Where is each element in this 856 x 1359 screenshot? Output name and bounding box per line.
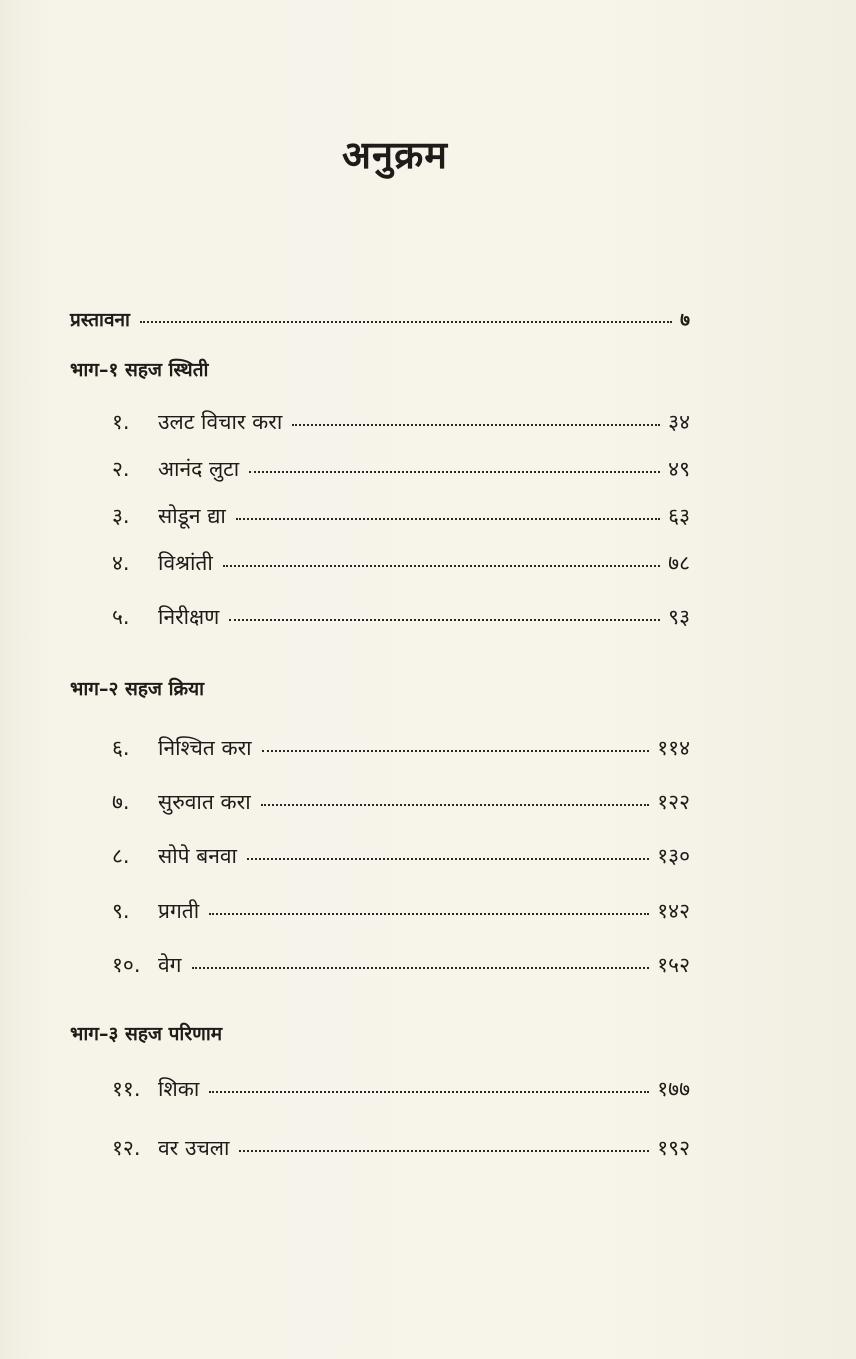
- toc-entry-number: ५.: [112, 605, 130, 629]
- toc-entry: [112, 897, 690, 925]
- toc-entry: [112, 502, 690, 530]
- toc-entry-number: ८.: [112, 844, 130, 868]
- dot-leader: [209, 1091, 649, 1093]
- toc-entry-page: १२२: [657, 790, 690, 814]
- toc-entry-label: सोडून द्या: [158, 504, 226, 528]
- toc-entry: [112, 842, 690, 870]
- toc-entry-number: ६.: [112, 736, 130, 760]
- dot-leader: [140, 321, 672, 323]
- toc-entry: [112, 408, 690, 436]
- toc-entry-page: ३४: [668, 410, 690, 434]
- toc-entry-label: सोपे बनवा: [158, 844, 237, 868]
- toc-entry-label: विश्रांती: [158, 551, 213, 575]
- dot-leader: [239, 1150, 649, 1152]
- toc-entry: [112, 951, 690, 979]
- toc-entry-page: ४९: [668, 457, 690, 481]
- toc-entry-label: सुरुवात करा: [158, 790, 251, 814]
- dot-leader: [292, 424, 660, 426]
- toc-entry-page: १९२: [657, 1136, 690, 1160]
- dot-leader: [249, 471, 660, 473]
- toc-entry-page: १७७: [657, 1077, 690, 1101]
- toc-entry: [112, 1075, 690, 1103]
- page-title: अनुक्रम: [341, 133, 449, 177]
- toc-entry-page: ७८: [668, 551, 690, 575]
- part-heading: भाग–१ सहज स्थिती: [70, 359, 209, 381]
- toc-entry-intro: [70, 306, 690, 332]
- toc-entry-page: १५२: [657, 953, 690, 977]
- toc-entry: [112, 734, 690, 762]
- toc-entry-number: १०.: [112, 953, 141, 977]
- toc-entry-page: ११४: [657, 736, 690, 760]
- dot-leader: [209, 913, 649, 915]
- toc-entry-label: प्रस्तावना: [70, 309, 130, 331]
- toc-entry: [112, 549, 690, 577]
- toc-entry-number: ७.: [112, 790, 130, 814]
- toc-entry-label: वर उचला: [158, 1136, 230, 1160]
- part-heading: भाग–३ सहज परिणाम: [70, 1023, 223, 1045]
- toc-entry: [112, 1134, 690, 1162]
- toc-entry-number: १२.: [112, 1136, 141, 1160]
- toc-entry: [112, 455, 690, 483]
- toc-entry-label: आनंद लुटा: [158, 457, 240, 481]
- toc-entry-page: १३०: [657, 844, 690, 868]
- dot-leader: [236, 518, 660, 520]
- toc-entry: [112, 603, 690, 631]
- toc-entry-number: २.: [112, 457, 130, 481]
- toc-entry-label: निश्चित करा: [158, 736, 252, 760]
- toc-entry-label: निरीक्षण: [158, 605, 220, 629]
- dot-leader: [223, 565, 660, 567]
- toc-entry-page: १४२: [657, 899, 690, 923]
- dot-leader: [192, 967, 650, 969]
- toc-entry-label: प्रगती: [158, 899, 200, 923]
- dot-leader: [229, 619, 660, 621]
- dot-leader: [262, 750, 650, 752]
- toc-entry-page: ९३: [668, 605, 690, 629]
- dot-leader: [261, 804, 650, 806]
- toc-entry-label: शिका: [158, 1077, 200, 1101]
- toc-entry-label: उलट विचार करा: [158, 410, 283, 434]
- toc-entry-number: ११.: [112, 1077, 141, 1101]
- toc-entry-number: १.: [112, 410, 130, 434]
- toc-entry-number: ९.: [112, 899, 130, 923]
- toc-entry-page: ६३: [668, 504, 690, 528]
- toc-entry-label: वेग: [158, 953, 182, 977]
- dot-leader: [247, 858, 649, 860]
- toc-entry-number: ४.: [112, 551, 130, 575]
- toc-entry-number: ३.: [112, 504, 130, 528]
- toc-entry: [112, 788, 690, 816]
- part-heading: भाग–२ सहज क्रिया: [70, 678, 205, 700]
- toc-entry-page: ७: [680, 309, 690, 331]
